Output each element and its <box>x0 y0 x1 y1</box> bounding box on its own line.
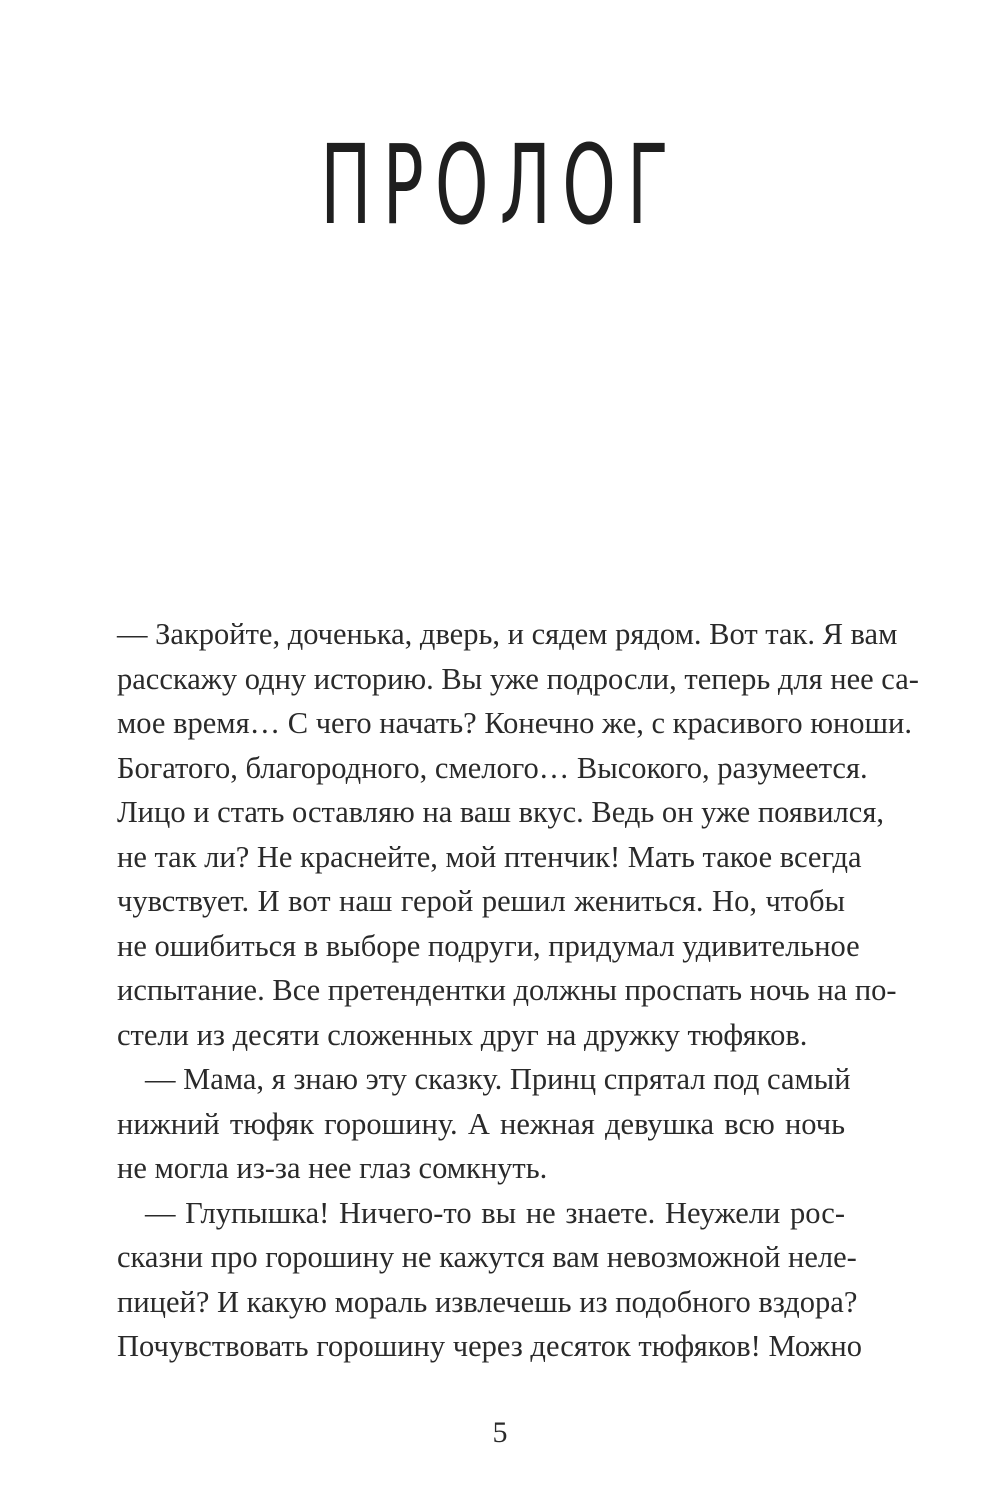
text-line: сказни про горошину не кажутся вам невозможной неле- <box>117 1240 857 1274</box>
text-line: расскажу одну историю. Вы уже подросли, теперь для нее са- <box>117 661 919 696</box>
text-line: нижний тюфяк горошину. А нежная девушка всю ночь <box>117 1106 845 1141</box>
chapter-title: ПРОЛОГ <box>320 121 680 249</box>
text-line: испытание. Все претендентки должны проспать ночь на по- <box>117 973 897 1007</box>
text-line: — Мама, я знаю эту сказку. Принц спрятал под самый <box>145 1062 851 1096</box>
text-line: не ошибиться в выборе подруги, придумал удивительное <box>117 928 860 963</box>
text-line: чувствует. И вот наш герой решил жениться. Но, чтобы <box>117 884 845 918</box>
text-line: — Закройте, доченька, дверь, и сядем рядом. Вот так. Я вам <box>117 617 898 651</box>
text-line: пицей? И какую мораль извлечешь из подобного вздора? <box>117 1284 858 1319</box>
text-line: Лицо и стать оставляю на ваш вкус. Ведь он уже появился, <box>117 795 884 829</box>
page-number: 5 <box>492 1416 508 1449</box>
text-line: Богатого, благородного, смелого… Высокого, разумеется. <box>117 750 868 785</box>
text-line: не так ли? Не краснейте, мой птенчик! Мать такое всегда <box>117 839 862 874</box>
text-line: не могла из-за нее глаз сомкнуть. <box>117 1151 548 1185</box>
text-line: стели из десяти сложенных друг на дружку тюфяков. <box>117 1017 808 1052</box>
text-line: — Глупышка! Ничего-то вы не знаете. Неужели рос- <box>145 1195 845 1230</box>
text-line: мое время… С чего начать? Конечно же, с красивого юноши. <box>117 706 912 740</box>
text-line: Почувствовать горошину через десяток тюфяков! Можно <box>117 1329 862 1363</box>
body-text <box>117 612 919 1369</box>
